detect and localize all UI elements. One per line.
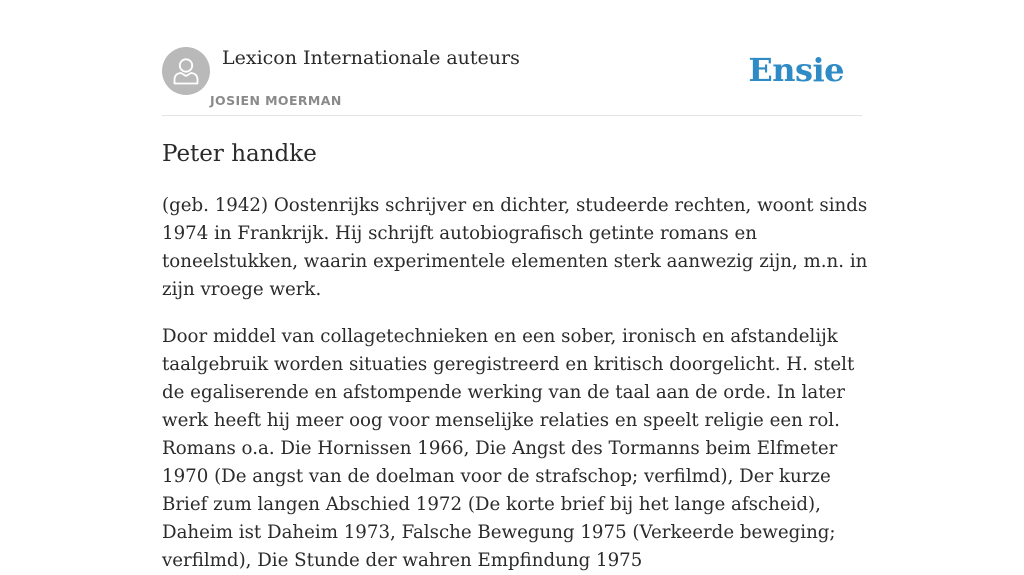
- article-title: Peter handke: [162, 141, 317, 167]
- article-body: [162, 136, 872, 575]
- publication-title[interactable]: Lexicon Internationale auteurs: [222, 47, 520, 69]
- author-name[interactable]: JOSIEN MOERMAN: [210, 93, 342, 108]
- article-paragraph: Door middel van collagetechnieken en een sober, ironisch en afstandelijk taalgebruik worden situaties geregistreerd en kritisch doorgelicht. H. stelt de egaliserende en afstompende werking van de taal aan de orde. In later werk heeft hij meer oog voor menselijke relaties en speelt religie een rol. Romans o.a. Die Hornissen 1966, Die Angst des Tormanns beim Elfmeter 1970 (De angst van de doelman voor de strafschop; verfilmd), Der kurze Brief zum langen Abschied 1972 (De korte brief bij het lange afscheid), Daheim ist Daheim 1973, Falsche Bewegung 1975 (Verkeerde beweging; verfilmd), Die Stunde der wahren Empfindung 1975: [162, 326, 855, 571]
- user-silhouette-icon: [162, 47, 210, 95]
- author-avatar[interactable]: [162, 47, 210, 95]
- article-paragraph: (geb. 1942) Oostenrijks schrijver en dichter, studeerde rechten, woont sinds 1974 in Frankrijk. Hij schrijft autobiografisch getinte romans en toneelstukken, waarin experimentele elementen sterk aanwezig zijn, m.n. in zijn vroege werk.: [162, 195, 868, 300]
- article-header: [162, 46, 862, 116]
- ensie-logo[interactable]: Ensie: [748, 51, 844, 89]
